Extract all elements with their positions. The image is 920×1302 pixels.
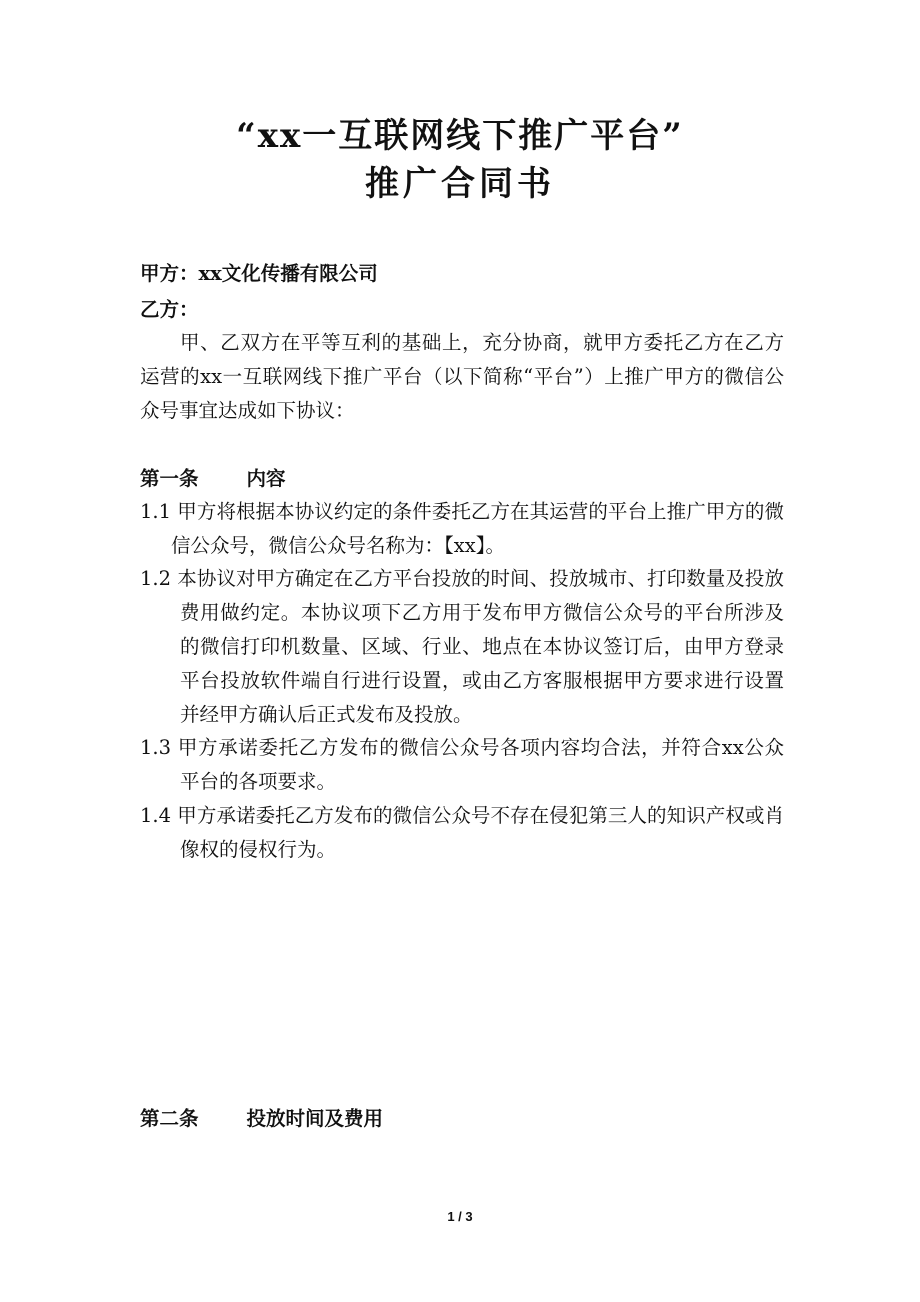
- clause-number: 1.1: [140, 500, 172, 523]
- clause-1-3: [140, 731, 784, 799]
- party-b-line: 乙方：: [140, 298, 199, 321]
- clause-1-2: [140, 562, 784, 732]
- clause-number: 1.2: [140, 567, 172, 590]
- clause-text: 甲方将根据本协议约定的条件委托乙方在其运营的平台上推广甲方的微信公众号，微信公众号名称为：【xx】。: [171, 500, 784, 557]
- section2-heading: [140, 1102, 383, 1136]
- section1-title: 内容: [246, 467, 286, 490]
- document-title-line2: 推广合同书: [365, 164, 555, 204]
- clause-number: 1.3: [140, 736, 172, 759]
- party-a-line: 甲方：xx文化传播有限公司: [140, 262, 378, 285]
- clause-text: 甲方承诺委托乙方发布的微信公众号各项内容均合法，并符合xx公众平台的各项要求。: [177, 736, 784, 793]
- section1-heading: [140, 462, 286, 496]
- document-title-line1: “xx一互联网线下推广平台”: [236, 116, 684, 156]
- clause-number: 1.4: [140, 804, 172, 827]
- section2-number: 第二条: [140, 1107, 199, 1130]
- clause-text: 本协议对甲方确定在乙方平台投放的时间、投放城市、打印数量及投放费用做约定。本协议项下乙方用于发布甲方微信公众号的平台所涉及的微信打印机数量、区域、行业、地点在本协议签订后，由甲方登录平台投放软件端自行进行设置，或由乙方客服根据甲方要求进行设置并经甲方确认后正式发布及投放。: [177, 567, 784, 726]
- clause-1-1: [140, 495, 784, 563]
- clause-text: 甲方承诺委托乙方发布的微信公众号不存在侵犯第三人的知识产权或肖像权的侵权行为。: [177, 804, 784, 861]
- page-number: 1 / 3: [447, 1209, 473, 1224]
- section1-number: 第一条: [140, 467, 199, 490]
- intro-paragraph: 甲、乙双方在平等互利的基础上，充分协商，就甲方委托乙方在乙方运营的xx一互联网线下推广平台（以下简称“平台”）上推广甲方的微信公众号事宜达成如下协议：: [140, 331, 784, 422]
- clause-1-4: [140, 799, 784, 867]
- section2-title: 投放时间及费用: [246, 1107, 384, 1130]
